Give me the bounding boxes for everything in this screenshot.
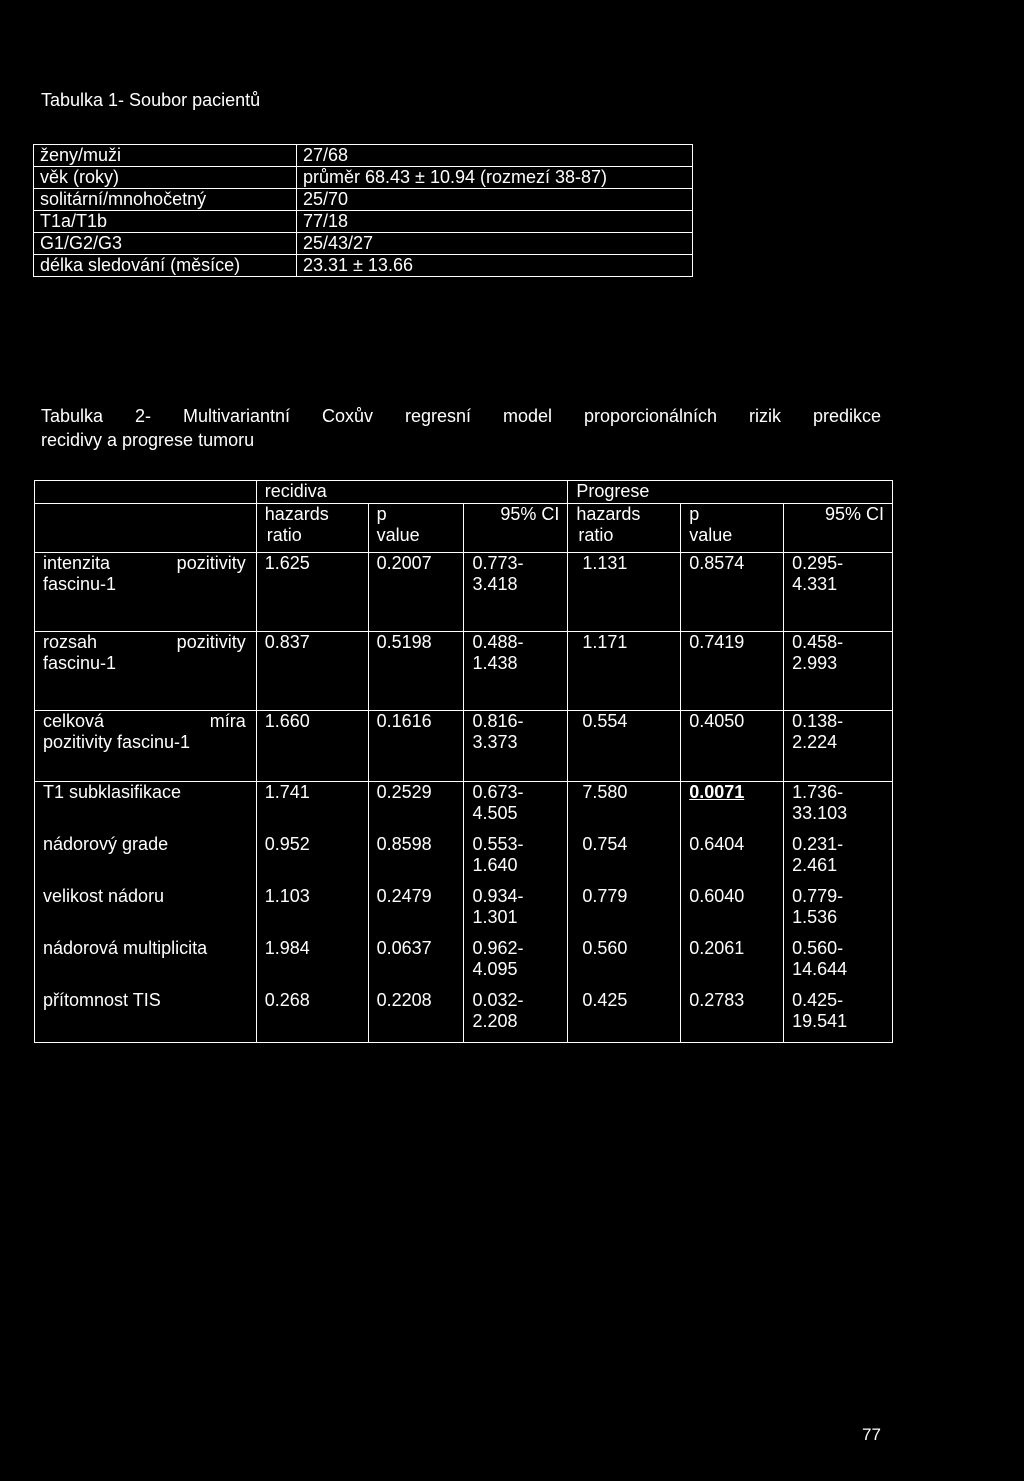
empty-cell [35, 504, 257, 553]
cox-regression-table [34, 480, 893, 1043]
col-ci-recidiva: 95% CI [464, 504, 568, 553]
progrese-ci: 0.295- 4.331 [784, 553, 893, 632]
cohort-value: 25/43/27 [297, 233, 693, 255]
progrese-p: 0.7419 [681, 632, 784, 711]
progrese-hr: 1.131 [568, 553, 681, 632]
table-row [35, 553, 893, 632]
progrese-p: 0.4050 [681, 711, 784, 782]
cohort-label: G1/G2/G3 [34, 233, 297, 255]
col-ci-progrese: 95% CI [784, 504, 893, 553]
recidiva-hr: 0.268 [256, 990, 368, 1043]
table-row [35, 886, 893, 938]
table2-caption [41, 404, 881, 452]
row-label: nádorová multiplicita [35, 938, 257, 990]
cohort-row [34, 145, 693, 167]
cohort-label: T1a/T1b [34, 211, 297, 233]
recidiva-p: 0.2529 [368, 782, 464, 835]
progrese-ci: 1.736- 33.103 [784, 782, 893, 835]
cohort-row [34, 167, 693, 189]
progrese-p: 0.0071 [681, 782, 784, 835]
recidiva-p: 0.2479 [368, 886, 464, 938]
recidiva-ci: 0.553- 1.640 [464, 834, 568, 886]
cohort-row [34, 211, 693, 233]
group-header-row [35, 481, 893, 504]
row-label: velikost nádoru [35, 886, 257, 938]
progrese-ci: 0.779- 1.536 [784, 886, 893, 938]
cohort-label: solitární/mnohočetný [34, 189, 297, 211]
recidiva-p: 0.1616 [368, 711, 464, 782]
col-hr-recidiva: hazards ratio [256, 504, 368, 553]
row-label: rozsah pozitivity fascinu-1 [35, 632, 257, 711]
progrese-p: 0.6040 [681, 886, 784, 938]
recidiva-p: 0.8598 [368, 834, 464, 886]
recidiva-ci: 0.032- 2.208 [464, 990, 568, 1043]
page-number: 77 [862, 1425, 881, 1444]
cohort-label: ženy/muži [34, 145, 297, 167]
progrese-ci: 0.231- 2.461 [784, 834, 893, 886]
col-p-progrese: p value [681, 504, 784, 553]
progrese-p: 0.6404 [681, 834, 784, 886]
recidiva-ci: 0.673- 4.505 [464, 782, 568, 835]
recidiva-ci: 0.773- 3.418 [464, 553, 568, 632]
progrese-hr: 0.754 [568, 834, 681, 886]
row-label: celková míra pozitivity fascinu-1 [35, 711, 257, 782]
progrese-ci: 0.458- 2.993 [784, 632, 893, 711]
table-row [35, 782, 893, 835]
recidiva-hr: 1.660 [256, 711, 368, 782]
cohort-value: 23.31 ± 13.66 [297, 255, 693, 277]
progrese-p: 0.2061 [681, 938, 784, 990]
empty-cell [35, 481, 257, 504]
col-p-recidiva: p value [368, 504, 464, 553]
column-header-row [35, 504, 893, 553]
recidiva-ci: 0.934- 1.301 [464, 886, 568, 938]
table2-caption-line2: recidivy a progrese tumoru [41, 430, 255, 450]
progrese-hr: 7.580 [568, 782, 681, 835]
group-recidiva: recidiva [256, 481, 568, 504]
cohort-value: průměr 68.43 ± 10.94 (rozmezí 38-87) [297, 167, 693, 189]
cohort-row [34, 255, 693, 277]
recidiva-p: 0.0637 [368, 938, 464, 990]
recidiva-hr: 0.837 [256, 632, 368, 711]
col-hr-progrese: hazards ratio [568, 504, 681, 553]
recidiva-p: 0.2007 [368, 553, 464, 632]
cohort-value: 77/18 [297, 211, 693, 233]
progrese-hr: 0.425 [568, 990, 681, 1043]
row-label: nádorový grade [35, 834, 257, 886]
recidiva-p: 0.5198 [368, 632, 464, 711]
group-progrese: Progrese [568, 481, 893, 504]
progrese-p: 0.2783 [681, 990, 784, 1043]
recidiva-ci: 0.488- 1.438 [464, 632, 568, 711]
recidiva-hr: 1.103 [256, 886, 368, 938]
patient-cohort-table [33, 144, 693, 277]
table-row [35, 632, 893, 711]
progrese-hr: 0.560 [568, 938, 681, 990]
progrese-ci: 0.138- 2.224 [784, 711, 893, 782]
progrese-hr: 0.554 [568, 711, 681, 782]
row-label: intenzita pozitivity fascinu-1 [35, 553, 257, 632]
recidiva-hr: 0.952 [256, 834, 368, 886]
progrese-ci: 0.560- 14.644 [784, 938, 893, 990]
recidiva-hr: 1.984 [256, 938, 368, 990]
table-row [35, 990, 893, 1043]
cohort-value: 27/68 [297, 145, 693, 167]
recidiva-hr: 1.625 [256, 553, 368, 632]
progrese-ci: 0.425- 19.541 [784, 990, 893, 1043]
table2-caption-line1: Tabulka 2- Multivariantní Coxův regresní model proporcionálních rizik predikce [41, 406, 881, 426]
cohort-label: věk (roky) [34, 167, 297, 189]
recidiva-p: 0.2208 [368, 990, 464, 1043]
recidiva-hr: 1.741 [256, 782, 368, 835]
row-label: T1 subklasifikace [35, 782, 257, 835]
cohort-value: 25/70 [297, 189, 693, 211]
row-label: přítomnost TIS [35, 990, 257, 1043]
table-row [35, 711, 893, 782]
cohort-label: délka sledování (měsíce) [34, 255, 297, 277]
recidiva-ci: 0.962- 4.095 [464, 938, 568, 990]
progrese-hr: 0.779 [568, 886, 681, 938]
table-row [35, 834, 893, 886]
progrese-p: 0.8574 [681, 553, 784, 632]
progrese-hr: 1.171 [568, 632, 681, 711]
cohort-row [34, 233, 693, 255]
table-row [35, 938, 893, 990]
table1-caption: Tabulka 1- Soubor pacientů [41, 90, 261, 110]
recidiva-ci: 0.816- 3.373 [464, 711, 568, 782]
cohort-row [34, 189, 693, 211]
